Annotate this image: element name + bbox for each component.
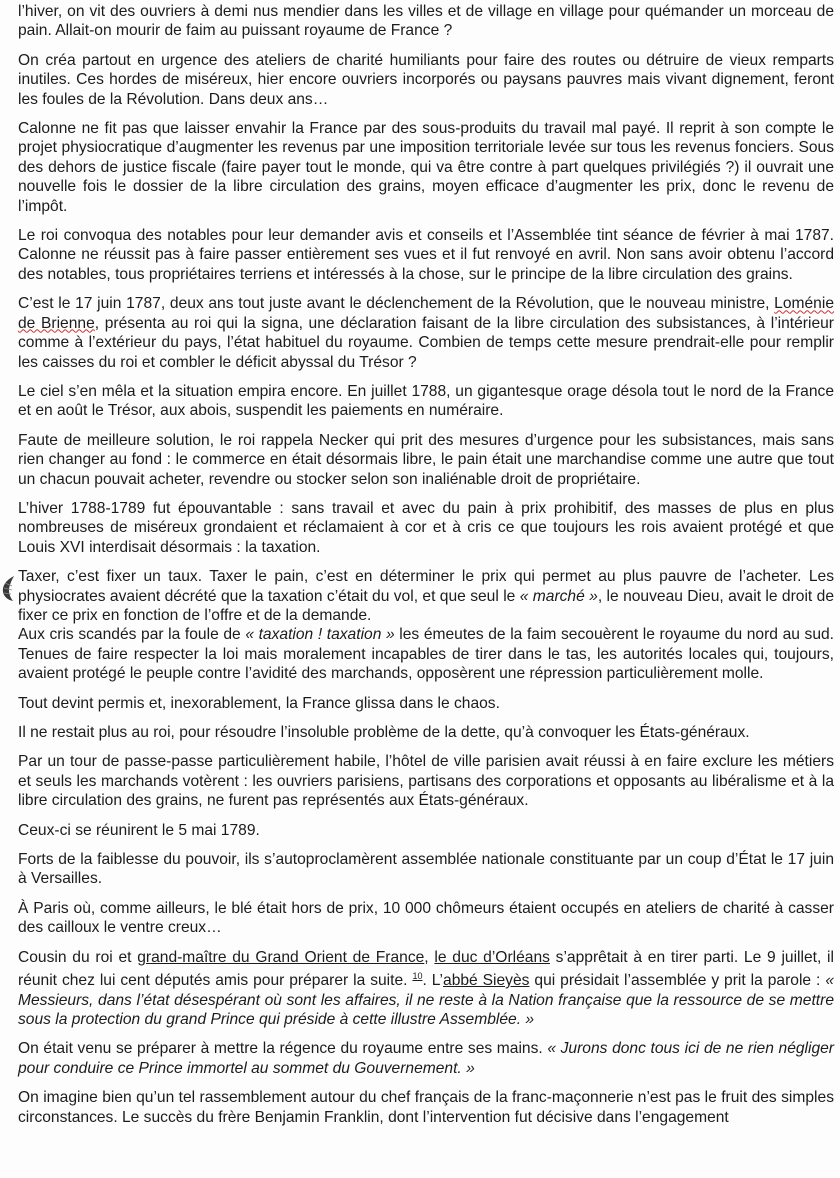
spellcheck-marked-text: Loménie de Brienne (18, 295, 834, 332)
text-run: On était venu se préparer à mettre la régence du royaume entre ses mains. (18, 1040, 548, 1058)
text-run: Par un tour de passe-passe particulièrement habile, l’hôtel de ville parisien avait réussi à en faire exclure les métiers et seuls les marchands votèrent : les ouvriers parisiens, partisans des corporations et opposants au libéralisme et à la libre circulation des grains, ne furent pas représentés aux États-généraux. (18, 753, 834, 810)
paragraph (18, 1088, 834, 1127)
document-body (18, 2, 834, 1137)
paragraph (18, 431, 834, 489)
paragraph (18, 2, 834, 41)
text-run: On créa partout en urgence des ateliers de charité humiliants pour faire des routes ou détruire de vieux remparts inutiles. Ces hordes de miséreux, hier encore ouvriers incorporés ou paysans pauvres mais vivant dignement, feront les foules de la Révolution. Dans deux ans… (18, 51, 834, 108)
quotation: « Messieurs, dans l’état désespérant où sont les affaires, il ne reste à la Nation française que la ressource de se mettre sous la protection du grand Prince qui préside à cette illustre Assemblée. » (18, 972, 834, 1029)
text-run: Le ciel s’en mêla et la situation empira encore. En juillet 1788, un gigantesque orage désola tout le nord de la France et en août le Trésor, aux abois, suspendit les paiements en numéraire. (18, 382, 834, 420)
text-run: C’est le 17 juin 1787, deux ans tout juste avant le déclenchement de la Révolution, que le nouveau ministre, (18, 295, 775, 313)
text-run: Ceux-ci se réunirent le 5 mai 1789. (18, 821, 260, 839)
paragraph (18, 567, 834, 625)
text-run: . L’ (422, 972, 444, 990)
text-run: L’hiver 1788-1789 fut épouvantable : sans travail et avec du pain à prix prohibitif, des masses de plus en plus nombreuses de miséreux grondaient et réclamaient à cor et à cris ce que toujours les rois avaient protégé et que Louis XVI interdisait désormais : la taxation. (18, 499, 834, 556)
paragraph (18, 948, 834, 1030)
paragraph (18, 226, 834, 284)
text-run: les émeutes de la faim secouèrent le royaume du nord au sud. Tenues de faire respecter la loi mais moralement incapables de tirer dans le tas, les autorités locales qui, toujours, avaient protégé le peuple contre l’avidité des marchands, opposèrent une répression particulièrement molle. (18, 626, 834, 683)
text-run: s’apprêtait à en tirer parti. Le 9 juillet, il réunit chez lui cent députés amis pour préparer la suite. (18, 948, 834, 990)
paragraph (18, 499, 834, 557)
text-run: À Paris où, comme ailleurs, le blé était hors de prix, 10 000 chômeurs étaient occupés en ateliers de charité à casser des cailloux le ventre creux… (18, 899, 834, 937)
paragraph (18, 694, 834, 713)
paragraph (18, 294, 834, 372)
paragraph (18, 752, 834, 810)
text-run: On imagine bien qu’un tel rassemblement autour du chef français de la franc-maçonnerie n’est pas le fruit des simples circonstances. Le succès du frère Benjamin Franklin, dont l’intervention fut décisive dans l’engagement (18, 1089, 834, 1126)
paragraph (18, 723, 834, 742)
paragraph (18, 821, 834, 840)
paragraph (18, 899, 834, 938)
text-run: Calonne ne fit pas que laisser envahir la France par des sous-produits du travail mal payé. Il reprit à son compte le projet physiocratique d’augmenter les revenus par une imposition territoriale levée sur tous les revenus fonciers. Sous des dehors de justice fiscale (faire payer tout le monde, qui va être contre à part quelques privilégiés ?) il ouvrait une nouvelle fois le dossier de la libre circulation des grains, moyen efficace d’augmenter les prix, donc le revenu de l’impôt. (18, 120, 834, 215)
text-run: Cousin du roi et (18, 948, 138, 966)
underlined-reference: grand-maître du Grand Orient de France (137, 948, 425, 966)
text-run: Le roi convoqua des notables pour leur demander avis et conseils et l’Assemblée tint séance de février à mai 1787. Calonne ne réussit pas à faire passer entièrement ses vues et il fut renvoyé en avril. Non sans avoir obtenu l’accord des notables, tous propriétaires terriens et intéressés à la chose, sur le principe de la libre circulation des grains. (18, 227, 834, 283)
paragraph (18, 1039, 834, 1078)
quotation: « marché » (519, 587, 598, 605)
text-run: l’hiver, on vit des ouvriers à demi nus mendier dans les villes et de village en village pour quémander un morceau de pain. Allait-on mourir de faim au puissant royaume de France ? (18, 3, 834, 40)
text-run: Aux cris scandés par la foule de (18, 626, 246, 644)
quotation: « taxation ! taxation » (245, 626, 395, 644)
text-run: Tout devint permis et, inexorablement, la France glissa dans le chaos. (18, 694, 500, 712)
text-run: , le nouveau Dieu, avait le droit de fixer ce prix en fonction de l’offre et de la demande. (18, 587, 834, 624)
footnote-reference[interactable]: 10 (412, 971, 423, 982)
underlined-reference: abbé Sieyès (443, 972, 530, 990)
margin-scan-mark (0, 574, 16, 602)
paragraph (18, 625, 834, 683)
text-run: Il ne restait plus au roi, pour résoudre l’insoluble problème de la dette, qu’à convoquer les États-généraux. (18, 724, 750, 741)
text-run: Forts de la faiblesse du pouvoir, ils s’autoproclamèrent assemblée nationale constituante par un coup d’État le 17 juin à Versailles. (18, 851, 834, 888)
text-run: , (424, 948, 435, 966)
underlined-reference: le duc d’Orléans (434, 948, 550, 966)
text-run: , présenta au roi qui la signa, une déclaration faisant de la libre circulation des subsistances, à l’intérieur comme à l’extérieur du pays, l’état habituel du royaume. Combien de temps cette mesure prendrait-elle pour remplir les caisses du roi et combler le déficit abyssal du Trésor ? (18, 314, 834, 371)
text-run: Taxer, c’est fixer un taux. Taxer le pain, c’est en déterminer le prix qui permet au plus pauvre de l’acheter. Les physiocrates avaient décrété que la taxation c’était du vol, et que seul le (18, 568, 834, 605)
paragraph (18, 850, 834, 889)
paragraph (18, 382, 834, 421)
text-run: qui présidait l’assemblée y prit la parole : (529, 972, 826, 990)
paragraph (18, 119, 834, 216)
text-run: Faute de meilleure solution, le roi rappela Necker qui prit des mesures d’urgence pour les subsistances, mais sans rien changer au fond : le commerce en était désormais libre, le pain était une marchandise comme une autre que tout un chacun pouvait acheter, revendre ou stocker selon son inaliénable droit de propriétaire. (18, 431, 834, 488)
quotation: « Jurons donc tous ici de ne rien négliger pour conduire ce Prince immortel au sommet du Gouvernement. » (18, 1040, 835, 1077)
paragraph (18, 51, 834, 109)
